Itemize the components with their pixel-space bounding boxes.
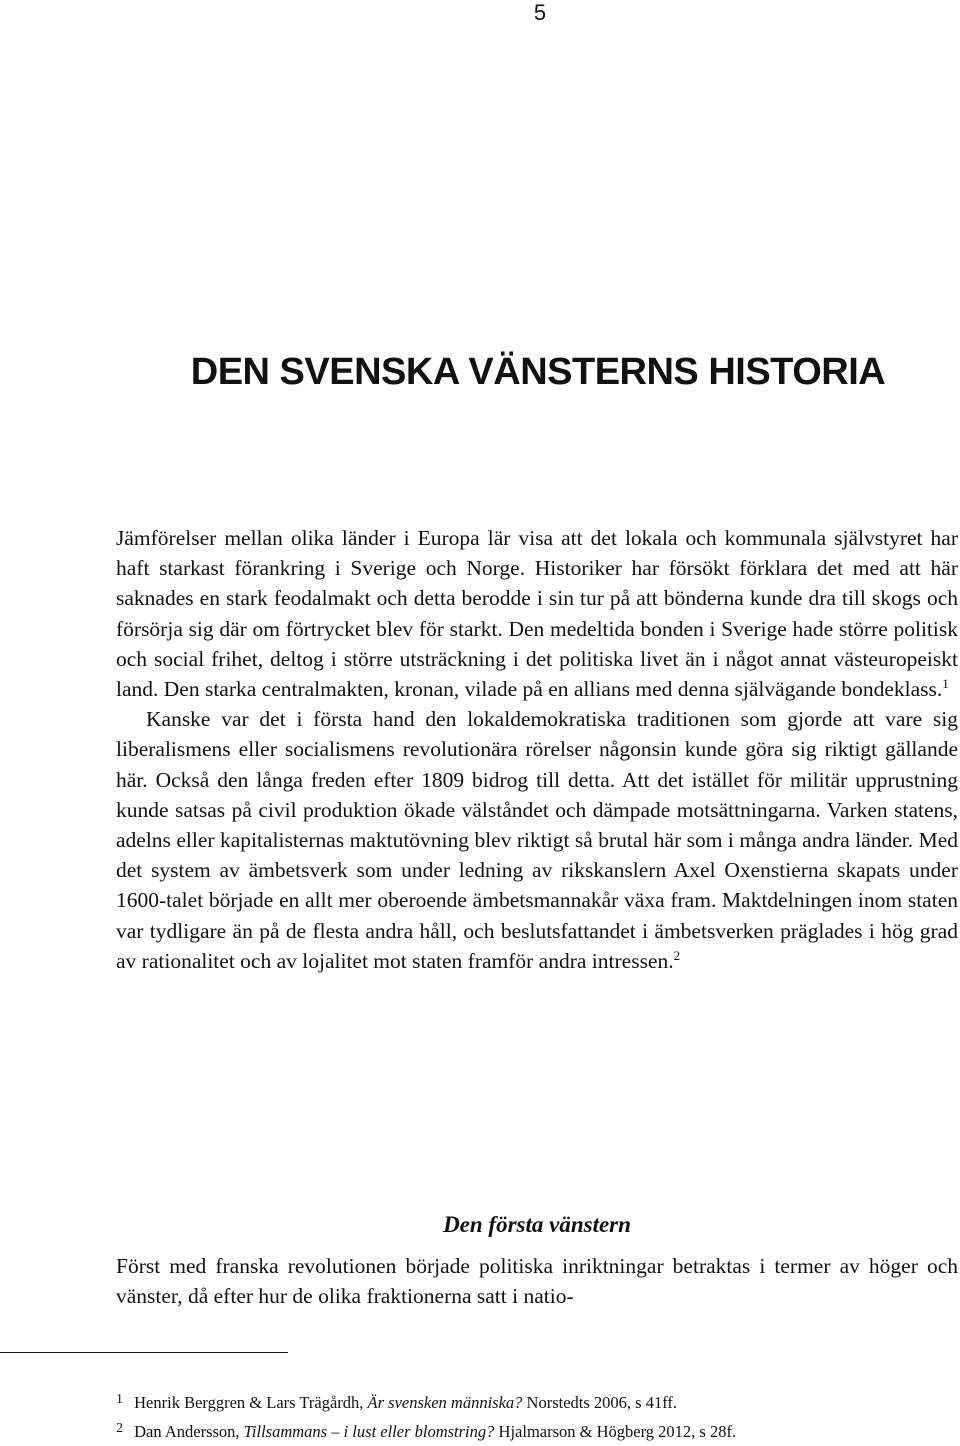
footnote-2-publisher: Hjalmarson & Högberg 2012, s 28f. xyxy=(494,1422,736,1441)
paragraph-2 xyxy=(116,704,958,976)
paragraph-1-text: Jämförelser mellan olika länder i Europa lär visa att det lokala och kommunala självstyret har haft starkast förankring i Sverige och Norge. Historiker har försökt förklara det med att här saknades en stark feodalmakt och detta berodde i sin tur på att bönderna kunde dra till skogs och försörja sig där om förtrycket blev för starkt. Den medeltida bonden i Sverige hade större politisk och social frihet, deltog i större utsträckning i det politiska livet än i något annat västeuropeiskt land. Den starka centralmakten, kronan, vilade på en allians med denna självägande bondeklass. xyxy=(116,526,958,701)
footnote-1-authors: Henrik Berggren & Lars Trägårdh, xyxy=(134,1393,367,1412)
footnote-2: 2 Dan Andersson, Tillsammans – i lust eller blomstring? Hjalmarson & Högberg 2012, s 28f. xyxy=(116,1418,958,1446)
footnote-1-publisher: Norstedts 2006, s 41ff. xyxy=(522,1393,677,1412)
footnote-1: 1 Henrik Berggren & Lars Trägårdh, Är svensken människa? Norstedts 2006, s 41ff. xyxy=(116,1389,958,1418)
paragraph-1 xyxy=(116,523,958,704)
section-heading: Den första vänstern xyxy=(0,1209,960,1241)
footnote-1-title: Är svensken människa? xyxy=(368,1393,523,1412)
footnotes xyxy=(116,1389,958,1446)
section-text xyxy=(116,1251,958,1311)
section-paragraph: Först med franska revolutionen började politiska inriktningar betraktas i termer av höger och vänster, då efter hur de olika fraktionerna satt i natio- xyxy=(116,1251,958,1311)
chapter-title: DEN SVENSKA VÄNSTERNS HISTORIA xyxy=(0,347,960,397)
page-number: 5 xyxy=(520,0,560,26)
main-text xyxy=(116,523,958,976)
footnote-ref-2: 2 xyxy=(674,948,681,963)
paragraph-2-text: Kanske var det i första hand den lokaldemokratiska traditionen som gjorde att vare sig liberalismens eller socialismens revolutionära rörelser någonsin kunde göra sig riktigt gällande här. Också den långa freden efter 1809 bidrog till detta. Att det istället för militär upprustning kunde satsas på civil produktion ökade välståndet och dämpade motsättningarna. Varken statens, adelns eller kapitalisternas maktutövning blev riktigt så brutal här som i många andra länder. Med det system av ämbetsverk som under ledning av rikskanslern Axel Oxenstierna skapats under 1600-talet började en allt mer oberoende ämbetsmannakår växa fram. Maktdelningen inom staten var tydligare än på de flesta andra håll, och beslutsfattandet i ämbetsverken präglades i hög grad av rationalitet och av lojalitet mot staten framför andra intressen. xyxy=(116,707,958,973)
footnote-2-authors: Dan Andersson, xyxy=(134,1422,244,1441)
footnote-ref-1: 1 xyxy=(942,676,949,691)
footnote-2-title: Tillsammans – i lust eller blomstring? xyxy=(244,1422,495,1441)
footnote-divider xyxy=(0,1352,288,1353)
